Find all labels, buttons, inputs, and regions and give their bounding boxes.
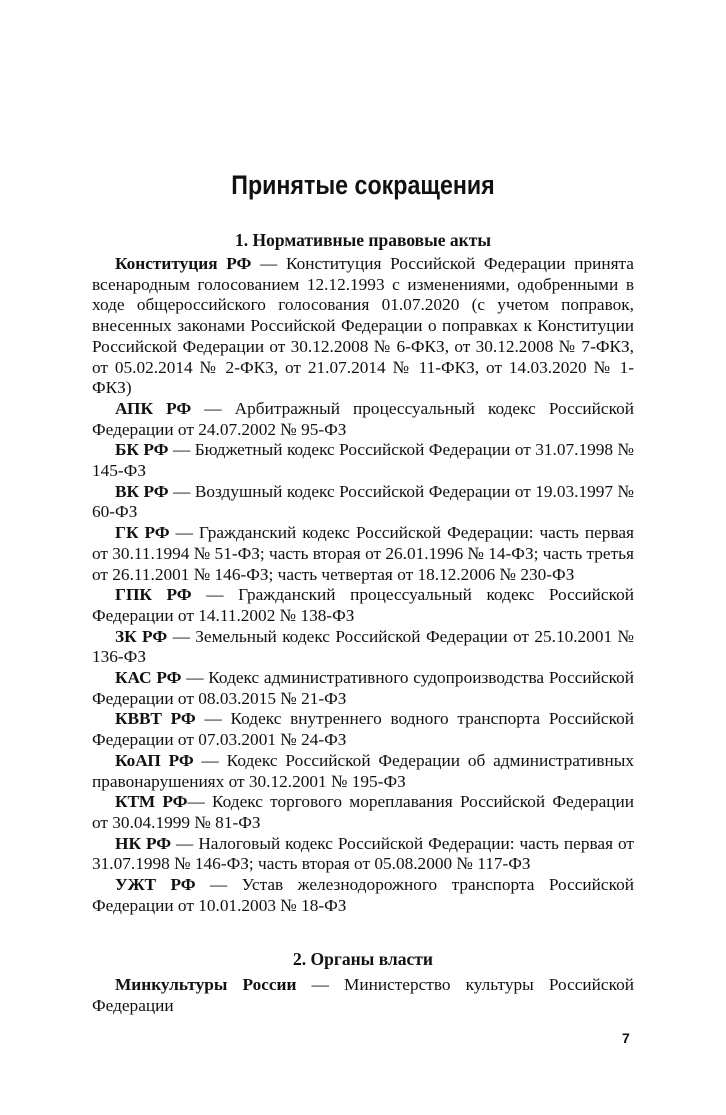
entry-abbr: ГК РФ bbox=[115, 523, 170, 543]
entry-apk bbox=[92, 399, 634, 440]
entry-minculture bbox=[92, 975, 634, 1016]
entry-text: — Конституция Российской Федерации принята всенародным голосованием 12.12.1993 с изменениями, одобренными в ходе общероссийского голосования 01.07.2020 (с учетом поправок, внесенных законами Российской Федерации о поправках к Конституции Российской Федерации от 30.12.2008 № 6-ФКЗ, от 30.12.2008 № 7-ФКЗ, от 05.02.2014 № 2-ФКЗ, от 21.07.2014 № 11-ФКЗ, от 14.03.2020 № 1-ФКЗ) bbox=[92, 254, 634, 398]
entry-koap bbox=[92, 751, 634, 792]
entry-ktm bbox=[92, 792, 634, 833]
entry-text: — Земельный кодекс Российской Федерации от 25.10.2001 № 136-ФЗ bbox=[92, 626, 634, 667]
page-title: Принятые сокращения bbox=[231, 170, 495, 200]
entry-abbr: Конституция РФ bbox=[115, 254, 252, 273]
entry-abbr: КоАП РФ bbox=[115, 750, 194, 770]
entry-abbr: ЗК РФ bbox=[115, 626, 168, 646]
entry-kas bbox=[92, 668, 634, 709]
entry-text: — Кодекс Российской Федерации об административных правонарушениях от 30.12.2001 № 195-ФЗ bbox=[92, 750, 634, 791]
entry-uzht bbox=[92, 875, 634, 916]
entry-text: — Гражданский кодекс Российской Федерации: часть первая от 30.11.1994 № 51-ФЗ; часть вторая от 26.01.1996 № 14-ФЗ; часть третья от 26.11.2001 № 146-ФЗ; часть четвертая от 18.12.2006 № 230-ФЗ bbox=[92, 523, 634, 584]
entry-abbr: КТМ РФ bbox=[115, 792, 188, 812]
entry-gpk bbox=[92, 585, 634, 626]
entry-abbr: АПК РФ bbox=[115, 398, 192, 418]
section-entries-authorities bbox=[92, 975, 634, 1016]
entry-abbr: ВК РФ bbox=[115, 481, 169, 501]
entry-abbr: УЖТ РФ bbox=[115, 875, 196, 895]
entry-abbr: НК РФ bbox=[115, 833, 172, 853]
page-number: 7 bbox=[622, 1030, 630, 1046]
entry-text: — Воздушный кодекс Российской Федерации от 19.03.1997 № 60-ФЗ bbox=[92, 481, 634, 522]
entry-abbr: КАС РФ bbox=[115, 668, 182, 688]
section-heading-authorities: 2. Органы власти bbox=[293, 949, 433, 969]
entry-vk bbox=[92, 482, 634, 523]
entry-text: — Гражданский процессуальный кодекс Российской Федерации от 14.11.2002 № 138-ФЗ bbox=[92, 585, 634, 625]
entry-text: — Арбитражный процессуальный кодекс Российской Федерации от 24.07.2002 № 95-ФЗ bbox=[92, 398, 634, 439]
entry-text: — Кодекс внутреннего водного транспорта Российской Федерации от 07.03.2001 № 24-ФЗ bbox=[92, 709, 634, 750]
entry-abbr: ГПК РФ bbox=[115, 585, 192, 605]
entry-text: — Кодекс административного судопроизводства Российской Федерации от 08.03.2015 № 21-ФЗ bbox=[92, 668, 634, 708]
entry-kvvt bbox=[92, 709, 634, 750]
entry-text: — Министерство культуры Российской Федерации bbox=[92, 975, 635, 1015]
entry-abbr: КВВТ РФ bbox=[115, 709, 196, 729]
section-entries-normative-acts bbox=[92, 254, 634, 917]
entry-abbr: Минкультуры России bbox=[115, 975, 297, 994]
entry-text: — Устав железнодорожного транспорта Российской Федерации от 10.01.2003 № 18-ФЗ bbox=[92, 875, 634, 915]
entry-gk bbox=[92, 523, 634, 585]
entry-text: — Бюджетный кодекс Российской Федерации от 31.07.1998 № 145-ФЗ bbox=[92, 440, 634, 481]
entry-zk bbox=[92, 627, 634, 668]
entry-nk bbox=[92, 834, 634, 875]
entry-abbr: БК РФ bbox=[115, 440, 169, 460]
entry-text: — Кодекс торгового мореплавания Российской Федерации от 30.04.1999 № 81-ФЗ bbox=[92, 792, 634, 832]
section-heading-normative-acts: 1. Нормативные правовые акты bbox=[234, 230, 491, 250]
entry-constitution bbox=[92, 254, 634, 399]
entry-text: — Налоговый кодекс Российской Федерации: часть первая от 31.07.1998 № 146-ФЗ; часть вторая от 05.08.2000 № 117-ФЗ bbox=[92, 833, 634, 874]
entry-bk bbox=[92, 440, 634, 481]
